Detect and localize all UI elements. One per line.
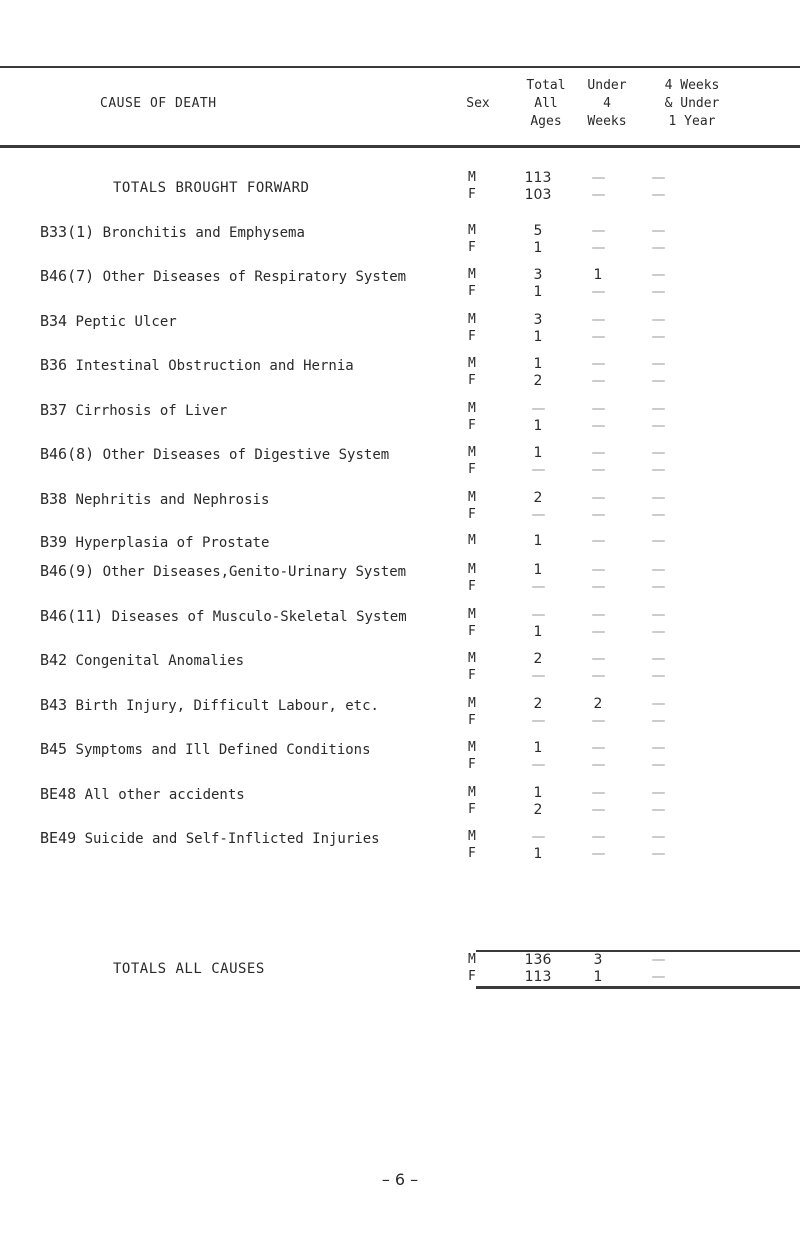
- under-4-weeks-cell: —: [591, 187, 605, 203]
- total-cell: 1: [533, 356, 543, 372]
- weeks-cell: —: [651, 846, 665, 862]
- weeks-cell: —: [651, 624, 665, 640]
- under-4-weeks-cell: —: [591, 490, 605, 506]
- sex-cell: M: [468, 356, 476, 371]
- page-number: – 6 –: [381, 1170, 419, 1189]
- cause-name: [40, 697, 379, 714]
- sex-cell: F: [468, 846, 476, 861]
- sex-cell: F: [468, 507, 476, 522]
- cause-row: [0, 312, 800, 348]
- weeks-cell: —: [651, 223, 665, 239]
- cause-code: B37: [40, 401, 68, 419]
- weeks-cell: —: [651, 802, 665, 818]
- cause-label: Congenital Anomalies: [75, 653, 245, 669]
- under-4-weeks-cell: —: [591, 651, 605, 667]
- under-4-weeks-cell: —: [591, 562, 605, 578]
- cause-label: Nephritis and Nephrosis: [75, 492, 270, 508]
- cause-row: [0, 696, 800, 732]
- weeks-cell: —: [651, 284, 665, 300]
- under-4-weeks-cell: —: [591, 713, 605, 729]
- weeks-cell: —: [651, 418, 665, 434]
- cause-name: [40, 224, 305, 241]
- sex-cell: M: [468, 696, 476, 711]
- total-cell: —: [531, 668, 545, 684]
- cause-row: [0, 223, 800, 259]
- under-4-weeks-cell: —: [591, 418, 605, 434]
- sex-cell: M: [468, 607, 476, 622]
- weeks-cell: —: [651, 462, 665, 478]
- cause-label: Other Diseases of Respiratory System: [102, 269, 407, 285]
- under-4-weeks-cell: —: [591, 785, 605, 801]
- sex-cell: F: [468, 187, 476, 202]
- cause-label: Bronchitis and Emphysema: [102, 225, 305, 241]
- cause-name: [40, 741, 371, 758]
- header-line: Ages: [530, 114, 562, 129]
- cause-row: [0, 607, 800, 643]
- under-4-weeks-cell: —: [591, 401, 605, 417]
- cause-code: B42: [40, 651, 68, 669]
- cause-row: [0, 445, 800, 481]
- under-4-weeks-cell: —: [591, 846, 605, 862]
- weeks-cell: —: [651, 170, 665, 186]
- cause-label: Symptoms and Ill Defined Conditions: [75, 742, 371, 758]
- weeks-cell: —: [651, 740, 665, 756]
- cause-name: [40, 830, 380, 847]
- weeks-cell: —: [651, 507, 665, 523]
- header-line: Under: [587, 78, 627, 93]
- weeks-cell: —: [651, 579, 665, 595]
- cause-name: [40, 446, 389, 463]
- total-cell: 1: [533, 846, 543, 862]
- total-cell: —: [531, 757, 545, 773]
- totals-all-causes-label: TOTALS ALL CAUSES: [113, 961, 265, 977]
- total-cell: 1: [533, 740, 543, 756]
- sex-cell: M: [468, 785, 476, 800]
- weeks-cell: —: [651, 969, 665, 985]
- total-cell: 1: [533, 284, 543, 300]
- cause-row: [0, 562, 800, 598]
- total-cell: 1: [533, 329, 543, 345]
- cause-label: Intestinal Obstruction and Hernia: [75, 358, 354, 374]
- weeks-cell: —: [651, 533, 665, 549]
- cause-name: [40, 313, 177, 330]
- cause-code: B38: [40, 490, 68, 508]
- weeks-cell: —: [651, 267, 665, 283]
- total-cell: —: [531, 401, 545, 417]
- header-line: 4: [603, 96, 611, 111]
- cause-name: [40, 608, 407, 625]
- under-4-weeks-cell: —: [591, 624, 605, 640]
- total-cell: —: [531, 713, 545, 729]
- header-rule: [0, 145, 800, 148]
- under-4-weeks-cell: —: [591, 802, 605, 818]
- cause-row: [0, 401, 800, 437]
- cause-row: [0, 740, 800, 776]
- sex-cell: M: [468, 952, 476, 967]
- sex-cell: F: [468, 284, 476, 299]
- sex-cell: F: [468, 418, 476, 433]
- cause-name: [40, 652, 244, 669]
- cause-name: [40, 563, 406, 580]
- header-sex: Sex: [466, 96, 490, 111]
- total-cell: 3: [533, 312, 543, 328]
- total-cell: 103: [524, 187, 552, 203]
- weeks-cell: —: [651, 785, 665, 801]
- total-cell: 1: [533, 418, 543, 434]
- under-4-weeks-cell: —: [591, 312, 605, 328]
- under-4-weeks-cell: —: [591, 757, 605, 773]
- total-cell: 5: [533, 223, 543, 239]
- under-4-weeks-cell: —: [591, 445, 605, 461]
- cause-code: BE48: [40, 785, 77, 803]
- under-4-weeks-cell: —: [591, 284, 605, 300]
- cause-label: Cirrhosis of Liver: [75, 403, 228, 419]
- totals-brought-forward-label: TOTALS BROUGHT FORWARD: [113, 180, 310, 196]
- header-under-4-weeks: [568, 77, 646, 131]
- weeks-cell: —: [651, 356, 665, 372]
- total-cell: 2: [533, 651, 543, 667]
- under-4-weeks-cell: —: [591, 223, 605, 239]
- cause-row: [0, 356, 800, 392]
- top-rule: [0, 66, 800, 68]
- header-line: All: [534, 96, 558, 111]
- header-line: Weeks: [587, 114, 627, 129]
- sex-cell: M: [468, 829, 476, 844]
- weeks-cell: —: [651, 240, 665, 256]
- under-4-weeks-cell: —: [591, 829, 605, 845]
- cause-code: BE49: [40, 829, 77, 847]
- sex-cell: F: [468, 462, 476, 477]
- sex-cell: F: [468, 757, 476, 772]
- under-4-weeks-cell: 3: [593, 952, 603, 968]
- total-cell: 2: [533, 696, 543, 712]
- sex-cell: F: [468, 802, 476, 817]
- total-cell: —: [531, 462, 545, 478]
- under-4-weeks-cell: —: [591, 240, 605, 256]
- under-4-weeks-cell: 1: [593, 267, 603, 283]
- under-4-weeks-cell: 2: [593, 696, 603, 712]
- sex-cell: F: [468, 329, 476, 344]
- under-4-weeks-cell: —: [591, 329, 605, 345]
- weeks-cell: —: [651, 696, 665, 712]
- header-cause-of-death: CAUSE OF DEATH: [100, 96, 217, 111]
- cause-code: B39: [40, 533, 68, 551]
- under-4-weeks-cell: —: [591, 668, 605, 684]
- weeks-cell: —: [651, 445, 665, 461]
- total-cell: —: [531, 579, 545, 595]
- weeks-cell: —: [651, 373, 665, 389]
- weeks-cell: —: [651, 757, 665, 773]
- cause-label: Hyperplasia of Prostate: [75, 535, 270, 551]
- under-4-weeks-cell: —: [591, 462, 605, 478]
- total-cell: 1: [533, 785, 543, 801]
- cause-label: Other Diseases of Digestive System: [102, 447, 390, 463]
- weeks-cell: —: [651, 329, 665, 345]
- cause-name: [40, 402, 227, 419]
- cause-name: [40, 786, 245, 803]
- sex-cell: M: [468, 490, 476, 505]
- cause-code: B33(1): [40, 223, 95, 241]
- cause-code: B45: [40, 740, 68, 758]
- total-cell: 2: [533, 373, 543, 389]
- header-line: 4 Weeks: [664, 78, 720, 93]
- cause-name: [40, 357, 354, 374]
- sex-cell: M: [468, 740, 476, 755]
- weeks-cell: —: [651, 713, 665, 729]
- sex-cell: F: [468, 624, 476, 639]
- total-cell: 1: [533, 624, 543, 640]
- sex-cell: F: [468, 373, 476, 388]
- under-4-weeks-cell: —: [591, 579, 605, 595]
- total-cell: 1: [533, 562, 543, 578]
- total-cell: —: [531, 829, 545, 845]
- under-4-weeks-cell: —: [591, 740, 605, 756]
- sex-cell: M: [468, 267, 476, 282]
- total-cell: 1: [533, 240, 543, 256]
- under-4-weeks-cell: —: [591, 507, 605, 523]
- under-4-weeks-cell: —: [591, 607, 605, 623]
- header-total-all-ages: [516, 77, 576, 131]
- under-4-weeks-cell: —: [591, 533, 605, 549]
- cause-name: [40, 534, 269, 551]
- weeks-cell: —: [651, 401, 665, 417]
- cause-code: B34: [40, 312, 68, 330]
- cause-label: Birth Injury, Difficult Labour, etc.: [75, 698, 379, 714]
- weeks-cell: —: [651, 490, 665, 506]
- sex-cell: M: [468, 445, 476, 460]
- header-line: Total: [526, 78, 566, 93]
- total-cell: 2: [533, 490, 543, 506]
- cause-row: [0, 490, 800, 526]
- total-cell: 1: [533, 445, 543, 461]
- total-cell: 136: [524, 952, 552, 968]
- weeks-cell: —: [651, 651, 665, 667]
- header-4-weeks-under-1-year: [646, 77, 738, 131]
- cause-name: [40, 491, 269, 508]
- cause-code: B43: [40, 696, 68, 714]
- weeks-cell: —: [651, 312, 665, 328]
- sex-cell: M: [468, 533, 476, 548]
- total-cell: 3: [533, 267, 543, 283]
- sex-cell: M: [468, 401, 476, 416]
- under-4-weeks-cell: 1: [593, 969, 603, 985]
- cause-label: All other accidents: [84, 787, 245, 803]
- cause-name: [40, 268, 406, 285]
- header-line: 1 Year: [668, 114, 716, 129]
- sex-cell: M: [468, 562, 476, 577]
- total-cell: 1: [533, 533, 543, 549]
- cause-row: [0, 651, 800, 687]
- weeks-cell: —: [651, 187, 665, 203]
- totals-bottom-rule: [476, 986, 800, 989]
- sex-cell: F: [468, 579, 476, 594]
- cause-code: B46(7): [40, 267, 95, 285]
- sex-cell: M: [468, 651, 476, 666]
- under-4-weeks-cell: —: [591, 373, 605, 389]
- under-4-weeks-cell: —: [591, 170, 605, 186]
- total-cell: —: [531, 607, 545, 623]
- cause-label: Peptic Ulcer: [75, 314, 177, 330]
- weeks-cell: —: [651, 668, 665, 684]
- cause-code: B36: [40, 356, 68, 374]
- sex-cell: F: [468, 668, 476, 683]
- total-cell: 113: [524, 170, 552, 186]
- header-line: & Under: [664, 96, 720, 111]
- sex-cell: F: [468, 240, 476, 255]
- cause-row: [0, 829, 800, 865]
- sex-cell: M: [468, 223, 476, 238]
- total-cell: 2: [533, 802, 543, 818]
- total-cell: —: [531, 507, 545, 523]
- sex-cell: F: [468, 713, 476, 728]
- sex-cell: M: [468, 312, 476, 327]
- sex-cell: F: [468, 969, 476, 984]
- cause-label: Other Diseases,Genito-Urinary System: [102, 564, 407, 580]
- weeks-cell: —: [651, 952, 665, 968]
- cause-code: B46(11): [40, 607, 104, 625]
- weeks-cell: —: [651, 607, 665, 623]
- weeks-cell: —: [651, 562, 665, 578]
- totals-brought-forward-row: [0, 170, 800, 206]
- sex-cell: M: [468, 170, 476, 185]
- under-4-weeks-cell: —: [591, 356, 605, 372]
- cause-code: B46(9): [40, 562, 95, 580]
- cause-label: Diseases of Musculo-Skeletal System: [111, 609, 407, 625]
- total-cell: 113: [524, 969, 552, 985]
- cause-code: B46(8): [40, 445, 95, 463]
- totals-all-causes-row: [0, 952, 800, 988]
- cause-row: [0, 785, 800, 821]
- cause-row: [0, 267, 800, 303]
- cause-label: Suicide and Self-Inflicted Injuries: [84, 831, 380, 847]
- weeks-cell: —: [651, 829, 665, 845]
